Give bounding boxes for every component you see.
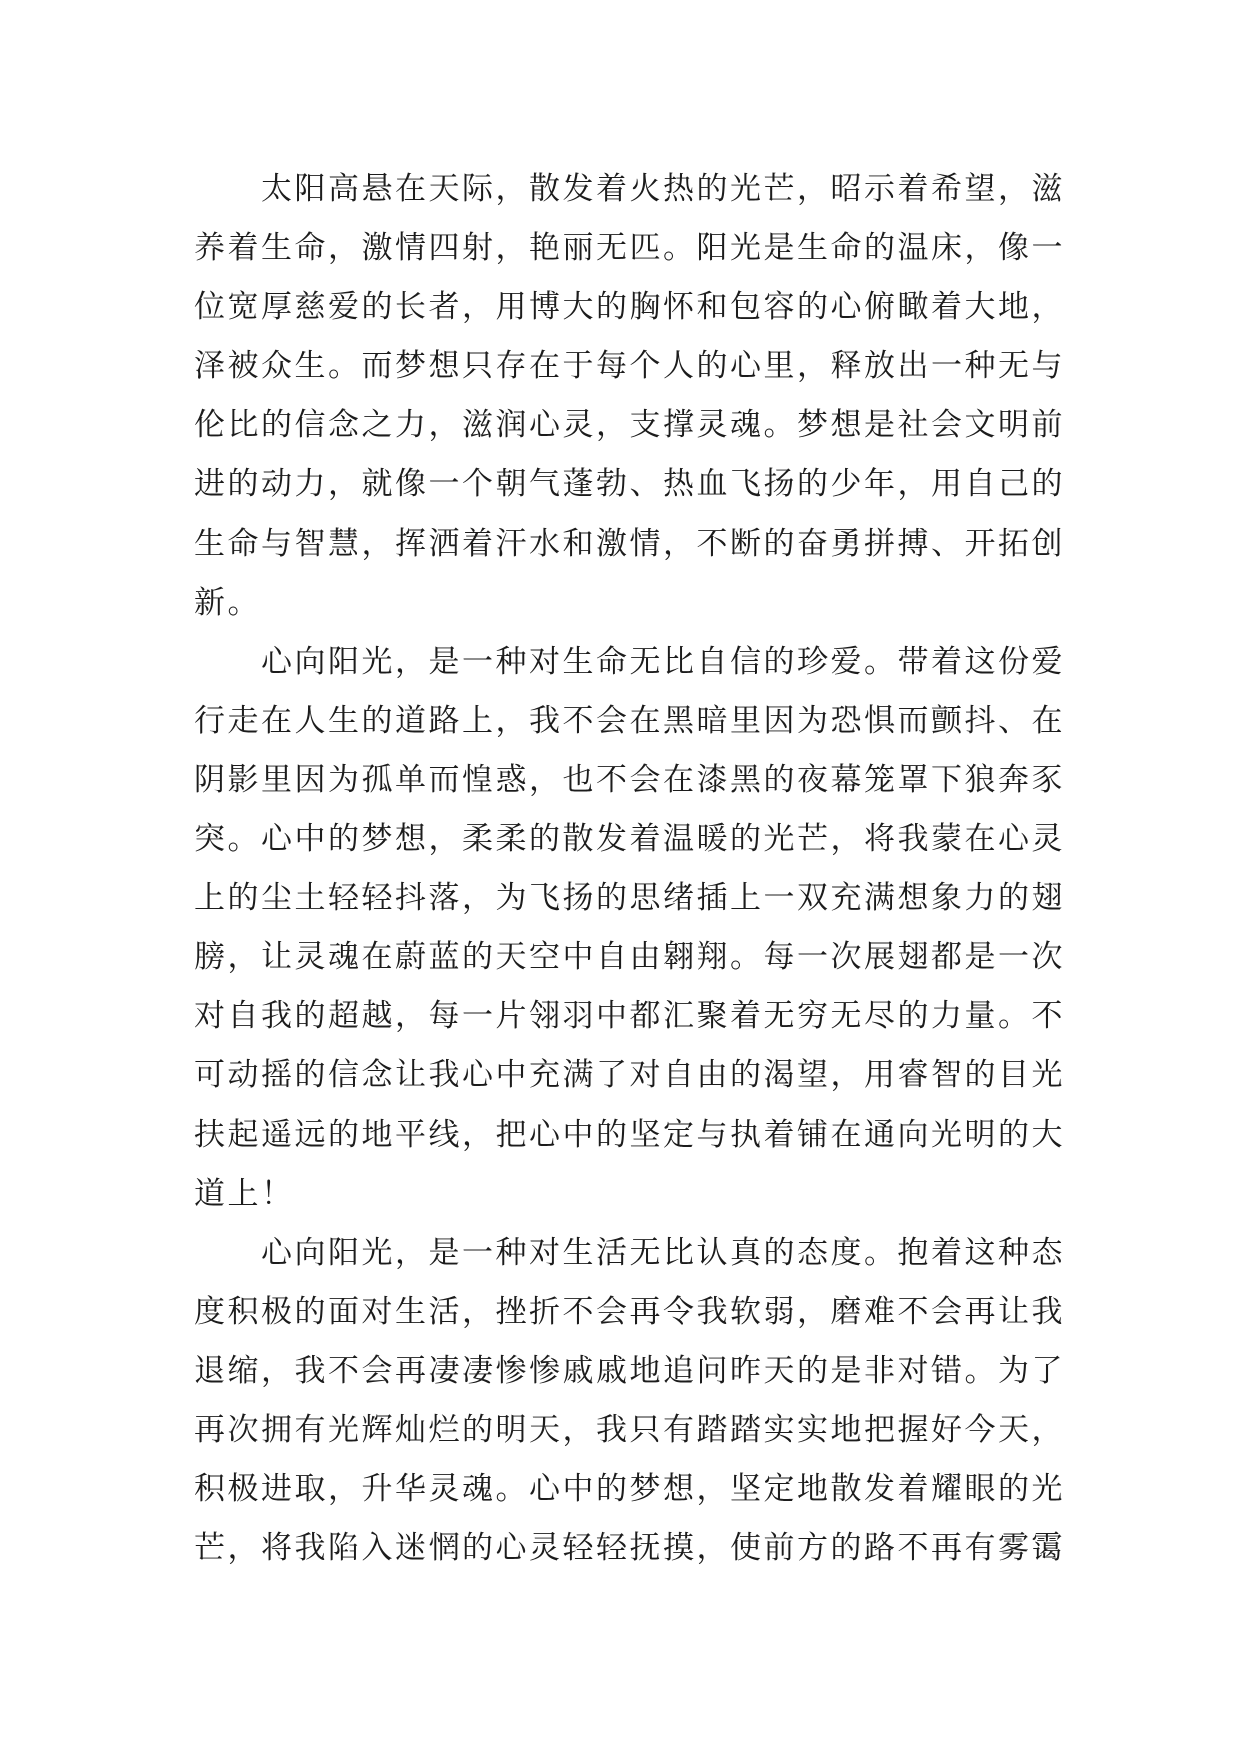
text-line: 伦比的信念之力，滋润心灵，支撑灵魂。梦想是社会文明前: [194, 407, 1065, 444]
text-line: 膀，让灵魂在蔚蓝的天空中自由翱翔。每一次展翅都是一次: [194, 939, 1065, 976]
paragraph-1: [194, 160, 1094, 633]
text-line: 泽被众生。而梦想只存在于每个人的心里，释放出一种无与: [194, 348, 1065, 385]
text-line: 太阳高悬在天际，散发着火热的光芒，昭示着希望，滋: [261, 171, 1065, 207]
text-line: 行走在人生的道路上，我不会在黑暗里因为恐惧而颤抖、在: [194, 702, 1065, 739]
text-line: 养着生命，激情四射，艳丽无匹。阳光是生命的温床，像一: [194, 230, 1065, 267]
text-line: 可动摇的信念让我心中充满了对自由的渴望，用睿智的目光: [194, 1057, 1065, 1094]
text-line: 积极进取，升华灵魂。心中的梦想，坚定地散发着耀眼的光: [194, 1471, 1065, 1508]
text-line: 扶起遥远的地平线，把心中的坚定与执着铺在通向光明的大: [194, 1116, 1065, 1153]
text-line: 生命与智慧，挥洒着汗水和激情，不断的奋勇拼搏、开拓创: [194, 525, 1065, 562]
text-line: 再次拥有光辉灿烂的明天，我只有踏踏实实地把握好今天，: [194, 1411, 1065, 1448]
text-line: 阴影里因为孤单而惶惑，也不会在漆黑的夜幕笼罩下狼奔豕: [194, 761, 1065, 798]
text-line: 突。心中的梦想，柔柔的散发着温暖的光芒，将我蒙在心灵: [194, 821, 1065, 858]
text-line: 进的动力，就像一个朝气蓬勃、热血飞扬的少年，用自己的: [194, 466, 1065, 503]
text-line: 心向阳光，是一种对生活无比认真的态度。抱着这种态: [261, 1234, 1065, 1271]
text-line: 心向阳光，是一种对生命无比自信的珍爱。带着这份爱: [261, 643, 1065, 680]
text-line: 对自我的超越，每一片翎羽中都汇聚着无穷无尽的力量。不: [194, 998, 1065, 1035]
text-line: 道上！: [194, 1175, 295, 1212]
paragraph-3: [194, 1224, 1094, 1579]
text-line: 芒，将我陷入迷惘的心灵轻轻抚摸，使前方的路不再有雾霭: [194, 1530, 1065, 1567]
paragraph-2: [194, 633, 1094, 1224]
text-line: 度积极的面对生活，挫折不会再令我软弱，磨难不会再让我: [194, 1293, 1065, 1330]
document-body: [194, 160, 1094, 1578]
text-line: 退缩，我不会再凄凄惨惨戚戚地追问昨天的是非对错。为了: [194, 1352, 1065, 1389]
text-line: 位宽厚慈爱的长者，用博大的胸怀和包容的心俯瞰着大地，: [194, 289, 1065, 326]
text-line: 上的尘土轻轻抖落，为飞扬的思绪插上一双充满想象力的翅: [194, 880, 1065, 917]
text-line: 新。: [194, 584, 261, 621]
